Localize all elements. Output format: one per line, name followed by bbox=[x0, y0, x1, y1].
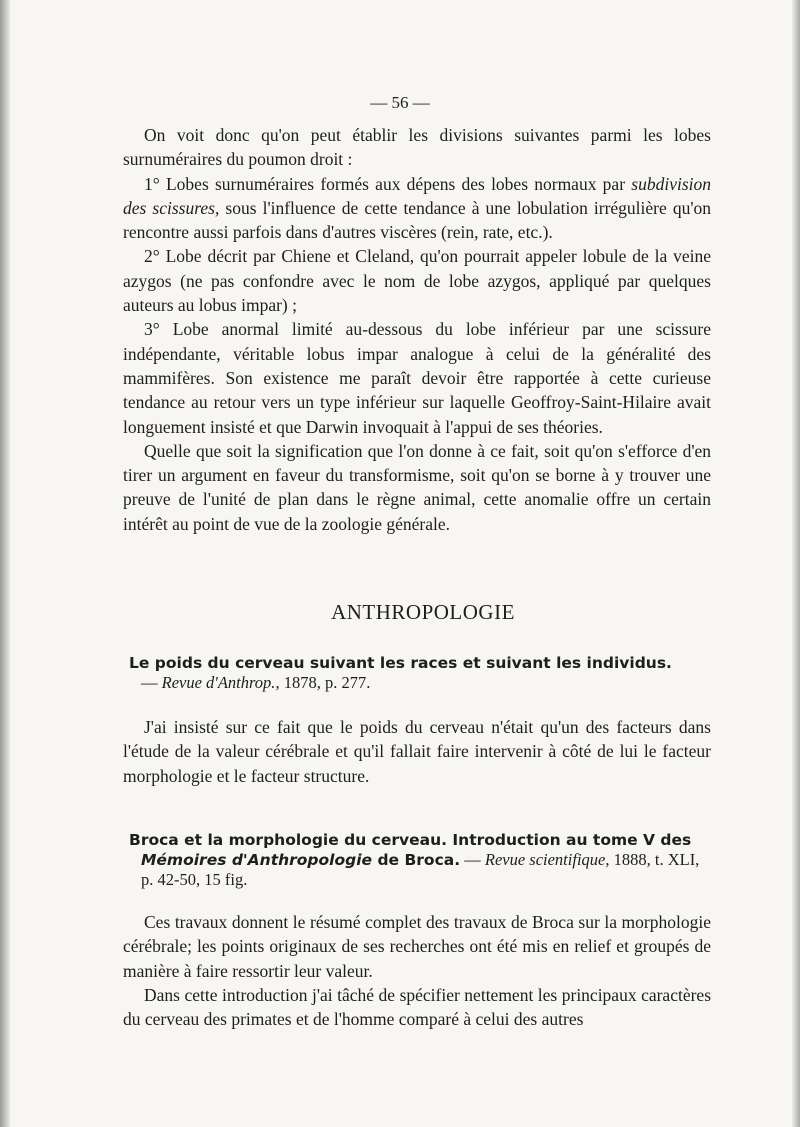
section-title: ANTHROPOLOGIE bbox=[331, 600, 515, 624]
paragraph: Ces travaux donnent le résumé complet des travaux de Broca sur la morphologie cérébrale; les points originaux de ses recherches ont été mis en relief et groupés de manière à faire ressortir leur valeur. bbox=[123, 912, 711, 981]
paragraph: Dans cette introduction j'ai tâché de spécifier nettement les principaux caractères du cerveau des primates et de l'homme comparé à celui des autres bbox=[123, 984, 711, 1030]
bibliography-entry bbox=[129, 653, 711, 693]
body-block-broca bbox=[123, 910, 711, 1031]
entry-title-tail: de Broca. bbox=[372, 851, 461, 869]
entry-source: Revue d'Anthrop. bbox=[161, 673, 276, 692]
paragraph: J'ai insisté sur ce fait que le poids du cerveau n'était qu'un des facteurs dans l'étude de la valeur cérébrale et qu'il fallait faire intervenir à côté de lui le facteur morphologie et le facteur structure. bbox=[123, 717, 711, 786]
paragraph-list-item-3: 3° Lobe anormal limité au-dessous du lobe inférieur par une scissure indépendante, véritable lobus impar analogue à celui de la généralité des mammifères. Son existence me paraît devoir être rapportée à cette curieuse tendance au retour vers un type inférieur sur laquelle Geoffroy-Saint-Hilaire avait longuement insisté et que Darwin invoquait à l'appui de ses théories. bbox=[123, 319, 711, 437]
entry-reference bbox=[129, 673, 711, 693]
entry-title-line bbox=[129, 653, 711, 673]
paragraph: Quelle que soit la signification que l'on donne à ce fait, soit qu'on s'efforce d'en tirer un argument en faveur du transformisme, soit qu'on se borne à y trouver une preuve de l'unité de plan dans le règne animal, cette anomalie offre un certain intérêt au point de vue de la zoologie générale. bbox=[123, 440, 711, 534]
entry-title-italic: Mémoires d'Anthropologie bbox=[141, 851, 373, 869]
text-run: sous l'influence de cette tendance à une lobulation irrégulière qu'on rencontre aussi parfois dans d'autres viscères (rein, rate, etc.). bbox=[123, 197, 711, 243]
entry-ref: , 1878, p. 277. bbox=[275, 673, 371, 692]
body-block-lobes bbox=[123, 123, 711, 536]
entry-source: Revue scientifique bbox=[484, 850, 606, 869]
entry-reference: p. 42-50, 15 fig. bbox=[141, 870, 248, 889]
paragraph-list-item-1 bbox=[123, 172, 711, 245]
page-edge-left bbox=[0, 0, 10, 1127]
entry-title-line-2 bbox=[129, 850, 711, 870]
dash: — bbox=[141, 673, 162, 692]
emphasis: subdivision des scissures, bbox=[123, 173, 711, 218]
dash: — bbox=[460, 850, 485, 869]
entry-ref: , 1888, t. XLI, bbox=[605, 850, 700, 869]
page-edge-right bbox=[792, 0, 800, 1127]
body-block-brain-weight bbox=[123, 715, 711, 788]
text-run: 1° Lobes surnuméraires formés aux dépens des lobes normaux par bbox=[144, 173, 632, 194]
page-number: — 56 — bbox=[370, 93, 430, 112]
entry-title: Broca et la morphologie du cerveau. Introduction au tome V des bbox=[129, 831, 692, 849]
entry-title: Le poids du cerveau suivant les races et suivant les individus. bbox=[129, 654, 672, 672]
paragraph-list-item-2: 2° Lobe décrit par Chiene et Cleland, qu'on pourrait appeler lobule de la veine azygos (ne pas confondre avec le nom de lobe azygos, appliqué par quelques auteurs au lobus impar) ; bbox=[123, 246, 711, 316]
entry-title-line bbox=[129, 830, 711, 850]
paragraph: On voit donc qu'on peut établir les divisions suivantes parmi les lobes surnuméraires du poumon droit : bbox=[123, 125, 711, 170]
bibliography-entry bbox=[129, 830, 711, 890]
